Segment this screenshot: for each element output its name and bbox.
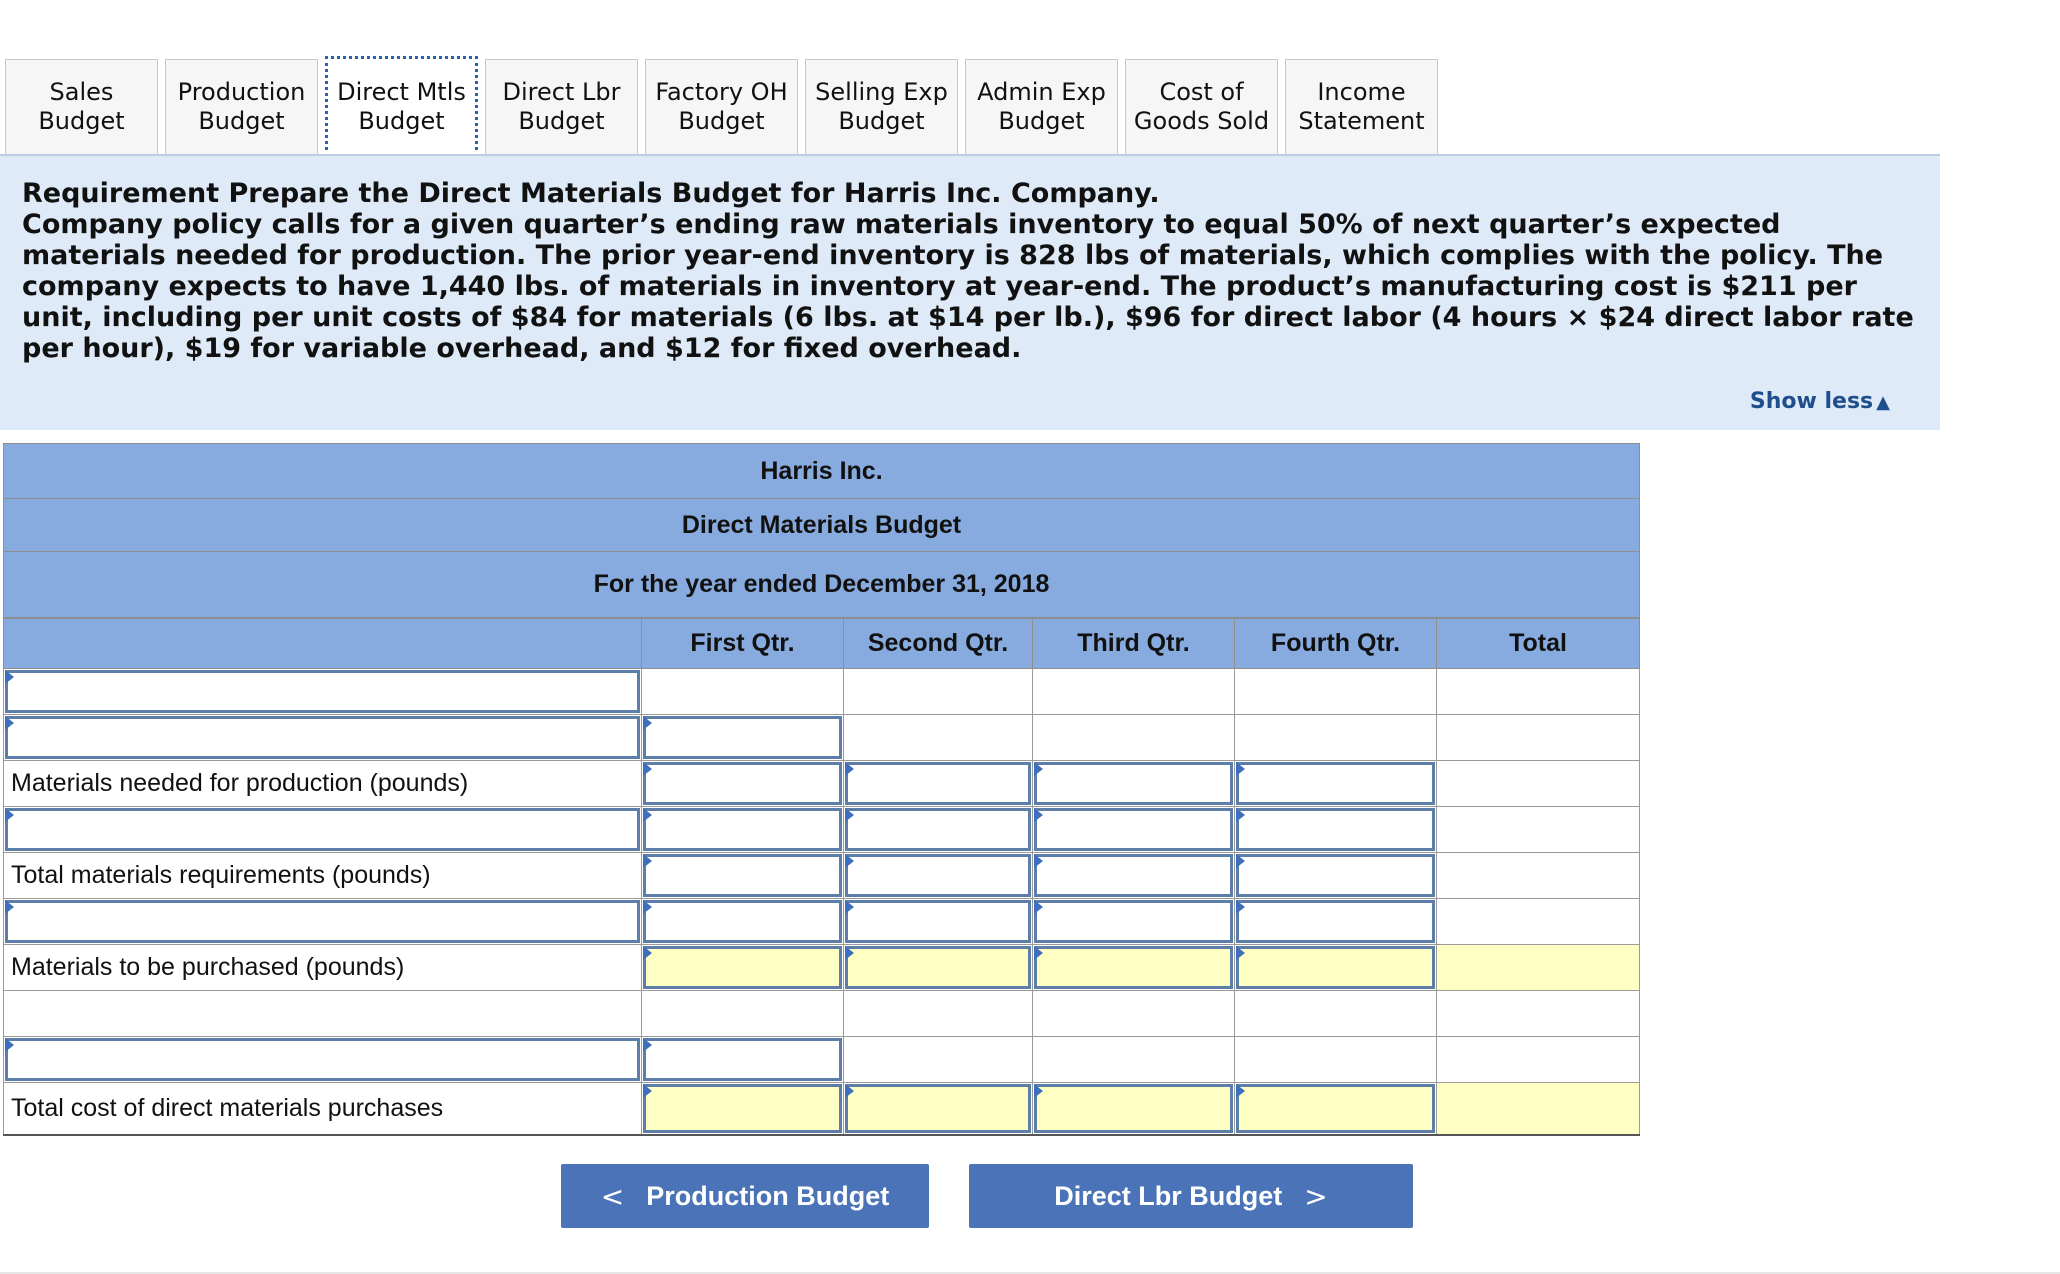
tab-factory-oh-budget[interactable]: Factory OH Budget <box>645 59 798 154</box>
direct-materials-budget-table <box>3 443 1640 1136</box>
budget-cell <box>642 991 844 1037</box>
budget-cell <box>1437 853 1640 899</box>
third-qtr-field[interactable] <box>1034 808 1233 851</box>
column-header-first-qtr: First Qtr. <box>642 618 844 669</box>
budget-cell <box>1437 669 1640 715</box>
budget-cell <box>844 991 1033 1037</box>
first-qtr-input[interactable] <box>642 1083 844 1135</box>
fourth-qtr-input[interactable] <box>1235 899 1437 945</box>
third-qtr-field[interactable] <box>1034 854 1233 897</box>
row-label-input[interactable] <box>4 899 642 945</box>
third-qtr-field[interactable] <box>1034 900 1233 943</box>
row-label-field[interactable] <box>5 716 640 759</box>
fourth-qtr-field[interactable] <box>1236 762 1435 805</box>
second-qtr-input[interactable] <box>844 853 1033 899</box>
company-name: Harris Inc. <box>4 444 1640 499</box>
row-label-input[interactable] <box>4 1037 642 1083</box>
row-label-field[interactable] <box>5 808 640 851</box>
row-label: Materials to be purchased (pounds) <box>4 945 642 991</box>
first-qtr-field[interactable] <box>643 808 842 851</box>
budget-cell <box>1033 991 1235 1037</box>
first-qtr-field[interactable] <box>643 1084 842 1133</box>
budget-cell <box>1437 991 1640 1037</box>
third-qtr-field[interactable] <box>1034 762 1233 805</box>
first-qtr-input[interactable] <box>642 945 844 991</box>
second-qtr-field[interactable] <box>845 946 1031 989</box>
prev-production-budget-button[interactable] <box>561 1164 929 1228</box>
second-qtr-field[interactable] <box>845 1084 1031 1133</box>
second-qtr-field[interactable] <box>845 900 1031 943</box>
budget-cell <box>844 715 1033 761</box>
first-qtr-field[interactable] <box>643 1038 842 1081</box>
requirement-text: Requirement Prepare the Direct Materials Budget for Harris Inc. Company. Company policy calls for a given quarter’s ending raw materials inventory to equal 50% of next quarter’s expected materials needed for production. The prior year-end inventory is 828 lbs of materials, which complies with the policy. The company expects to have 1,440 lbs. of materials in inventory at year-end. The product’s manufacturing cost is $211 per unit, including per unit costs of $84 for materials (6 lbs. at $14 per lb.), $96 for direct labor (4 hours × $24 direct labor rate per hour), $19 for variable overhead, and $12 for fixed overhead. <box>22 178 1914 364</box>
budget-cell <box>1235 669 1437 715</box>
tab-cost-of-goods-sold[interactable]: Cost of Goods Sold <box>1125 59 1278 154</box>
tab-production-budget[interactable]: Production Budget <box>165 59 318 154</box>
first-qtr-input[interactable] <box>642 715 844 761</box>
fourth-qtr-field[interactable] <box>1236 1084 1435 1133</box>
fourth-qtr-input[interactable] <box>1235 761 1437 807</box>
budget-tabs <box>5 59 1438 157</box>
budget-cell <box>1033 715 1235 761</box>
third-qtr-input[interactable] <box>1033 761 1235 807</box>
budget-cell <box>844 669 1033 715</box>
first-qtr-input[interactable] <box>642 899 844 945</box>
table-row <box>4 945 1640 991</box>
budget-cell <box>642 669 844 715</box>
third-qtr-input[interactable] <box>1033 807 1235 853</box>
column-header-second-qtr: Second Qtr. <box>844 618 1033 669</box>
first-qtr-field[interactable] <box>643 762 842 805</box>
budget-cell <box>1437 899 1640 945</box>
table-row <box>4 761 1640 807</box>
first-qtr-field[interactable] <box>643 854 842 897</box>
budget-cell <box>1235 991 1437 1037</box>
budget-cell <box>1437 1037 1640 1083</box>
column-header-blank <box>4 618 642 669</box>
next-button-label: Direct Lbr Budget <box>1054 1180 1283 1211</box>
first-qtr-input[interactable] <box>642 853 844 899</box>
row-label-field[interactable] <box>5 1038 640 1081</box>
fourth-qtr-input[interactable] <box>1235 1083 1437 1135</box>
second-qtr-input[interactable] <box>844 899 1033 945</box>
third-qtr-input[interactable] <box>1033 853 1235 899</box>
fourth-qtr-input[interactable] <box>1235 853 1437 899</box>
next-direct-lbr-budget-button[interactable] <box>969 1164 1413 1228</box>
second-qtr-field[interactable] <box>845 854 1031 897</box>
budget-cell <box>1437 715 1640 761</box>
prev-button-label: Production Budget <box>646 1180 890 1211</box>
total-cell <box>1437 945 1640 991</box>
table-row <box>4 807 1640 853</box>
fourth-qtr-field[interactable] <box>1236 900 1435 943</box>
fourth-qtr-field[interactable] <box>1236 946 1435 989</box>
first-qtr-field[interactable] <box>643 716 842 759</box>
row-label: Total materials requirements (pounds) <box>4 853 642 899</box>
budget-cell <box>1437 807 1640 853</box>
first-qtr-field[interactable] <box>643 900 842 943</box>
tab-admin-exp-budget[interactable]: Admin Exp Budget <box>965 59 1118 154</box>
tab-direct-mtls-budget[interactable]: Direct Mtls Budget <box>325 56 478 157</box>
column-header-fourth-qtr: Fourth Qtr. <box>1235 618 1437 669</box>
row-label-input[interactable] <box>4 715 642 761</box>
third-qtr-input[interactable] <box>1033 899 1235 945</box>
show-less-label: Show less <box>1749 389 1874 414</box>
column-header-third-qtr: Third Qtr. <box>1033 618 1235 669</box>
first-qtr-field[interactable] <box>643 946 842 989</box>
third-qtr-input[interactable] <box>1033 1083 1235 1135</box>
second-qtr-input[interactable] <box>844 945 1033 991</box>
table-row <box>4 1083 1640 1135</box>
budget-cell <box>1033 1037 1235 1083</box>
requirement-panel <box>0 154 1940 430</box>
second-qtr-input[interactable] <box>844 761 1033 807</box>
chevron-left-icon: < <box>600 1179 625 1213</box>
first-qtr-input[interactable] <box>642 807 844 853</box>
second-qtr-field[interactable] <box>845 762 1031 805</box>
budget-cell <box>4 991 642 1037</box>
third-qtr-field[interactable] <box>1034 1084 1233 1133</box>
fourth-qtr-field[interactable] <box>1236 854 1435 897</box>
budget-cell <box>1033 669 1235 715</box>
chevron-right-icon: > <box>1304 1179 1328 1213</box>
first-qtr-input[interactable] <box>642 761 844 807</box>
row-label-input[interactable] <box>4 807 642 853</box>
second-qtr-input[interactable] <box>844 807 1033 853</box>
budget-title: Direct Materials Budget <box>4 499 1640 552</box>
fourth-qtr-input[interactable] <box>1235 945 1437 991</box>
table-row <box>4 853 1640 899</box>
total-cell <box>1437 1083 1640 1135</box>
table-row <box>4 899 1640 945</box>
table-row <box>4 669 1640 715</box>
budget-period: For the year ended December 31, 2018 <box>4 552 1640 618</box>
fourth-qtr-field[interactable] <box>1236 808 1435 851</box>
third-qtr-field[interactable] <box>1034 946 1233 989</box>
triangle-up-icon: ▲ <box>1876 392 1890 413</box>
row-label: Materials needed for production (pounds) <box>4 761 642 807</box>
budget-cell <box>1235 715 1437 761</box>
table-row <box>4 1037 1640 1083</box>
third-qtr-input[interactable] <box>1033 945 1235 991</box>
column-header-total: Total <box>1437 618 1640 669</box>
row-label-input[interactable] <box>4 669 642 715</box>
table-row <box>4 991 1640 1037</box>
second-qtr-field[interactable] <box>845 808 1031 851</box>
row-label-field[interactable] <box>5 670 640 713</box>
row-label: Total cost of direct materials purchases <box>4 1083 642 1135</box>
tab-direct-lbr-budget[interactable]: Direct Lbr Budget <box>485 59 638 154</box>
row-label-field[interactable] <box>5 900 640 943</box>
first-qtr-input[interactable] <box>642 1037 844 1083</box>
table-row <box>4 715 1640 761</box>
budget-cell <box>844 1037 1033 1083</box>
tab-selling-exp-budget[interactable]: Selling Exp Budget <box>805 59 958 154</box>
fourth-qtr-input[interactable] <box>1235 807 1437 853</box>
show-less-link[interactable] <box>1750 389 1890 414</box>
budget-cell <box>1437 761 1640 807</box>
budget-cell <box>1235 1037 1437 1083</box>
tab-income-statement[interactable]: Income Statement <box>1285 59 1438 154</box>
second-qtr-input[interactable] <box>844 1083 1033 1135</box>
tab-sales-budget[interactable]: Sales Budget <box>5 59 158 154</box>
